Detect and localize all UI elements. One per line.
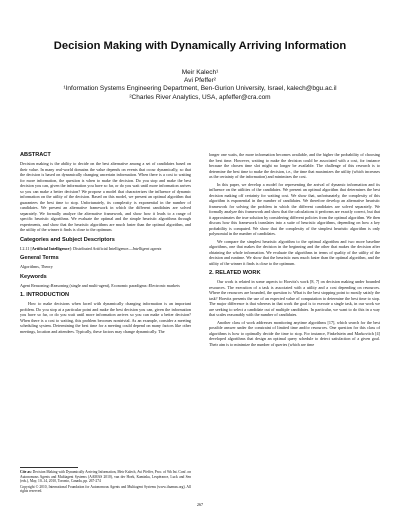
- contribution-text: In this paper, we develop a model for representing the arrival of dynamic information and its influence on the utilities of the candidates. We present an optimal algorithm that determines the best decision making off certainty for waiting cost. We show that, unfortunately, the complexity of this algorithm is exponential in the number of candidates. We therefore develop an alternative heuristic framework for solving the problem in which the different candidates are solved separately. We formally analyze this framework and show that the calculations it performs are exactly correct, but that it approximates the true solution by considering different policies from the optimal algorithm. We then discuss how this framework translates into a suite of heuristic algorithms, depending on how a key probability is computed. We show that the complexity of the simplest heuristic algorithm is only polynomial in the number of candidates.: [209, 181, 380, 236]
- keywords-text: Agent Reasoning::Reasoning (single and multi-agent), Economic paradigms::Electronic markets: [20, 282, 180, 288]
- affiliation-1: ¹Information Systems Engineering Department, Ben-Gurion University, Israel, kalech@bgu.ac.il: [63, 85, 337, 93]
- author-block: [20, 69, 380, 102]
- affiliation-2: ²Charles River Analytics, USA, apfeffer@cra.com: [129, 93, 271, 101]
- categories-text: [20, 246, 191, 252]
- page-number: 267: [196, 502, 204, 507]
- related-work-heading: 2. RELATED WORK: [209, 270, 261, 276]
- categories-bold: Artificial Intelligence: [31, 245, 70, 251]
- categories-italic: Intelligent agents: [132, 245, 162, 251]
- left-column: [20, 152, 191, 336]
- introduction-heading: 1. INTRODUCTION: [20, 292, 70, 298]
- copyright-text: Copyright © 2010, International Foundation for Autonomous Agents and Multiagent Systems (www.ifaamas.org). All rights reserved.: [20, 484, 191, 494]
- terms-text: Algorithms, Theory: [20, 264, 53, 269]
- intro-continued-text: longer one waits, the more information becomes available, and the higher the probability of choosing the best time. However, waiting to make the decision could be associated with a cost, for instance because the chosen time slot might no longer be available. The challenge of this research is to determine the best time to make the decision, i.e., the time that maximizes the utility (which increases as the certainty of the information) and minimizes the cost.: [209, 152, 380, 179]
- evaluation-text: We compare the simplest heuristic algorithm to the optimal algorithm and two more baseline algorithms, one that makes the decision in the beginning and the other that makes the decision after obtaining the whole information. We evaluate the algorithms in terms of quality of the utility of the decision and runtime. We show that the heuristic runs much faster than the optimal algorithm, and the utility of the winner it finds is close to the optimum.: [209, 238, 380, 266]
- keywords-heading: Keywords: [20, 273, 47, 280]
- cite-body: Decision Making with Dynamically Arriving Information, Meir Kalech, Avi Pfeffer, Proc. of 9th Int. Conf. on Autonomous Agents and Multiagent Systems (AAMAS 2010), van der Hoek, Kaminka, Lespérance, Luck and Sen (eds.), May, 10–14, 2010, Toronto, Canada, pp. 267-274: [20, 470, 191, 484]
- author-name-2: Avi Pfeffer²: [184, 77, 216, 85]
- author-name-1: Meir Kalech¹: [181, 69, 219, 76]
- paper-title: Decision Making with Dynamically Arriving Information: [53, 40, 347, 52]
- cite-label: Cite as:: [20, 470, 32, 474]
- categories-heading: Categories and Subject Descriptors: [20, 236, 115, 243]
- citation-footnote: [20, 470, 191, 494]
- right-column: [209, 152, 380, 349]
- abstract-text: Decision making is the ability to decide on the best alternative among a set of candidates based on their value. In many real-world domains the value depends on events that occur dynamically, so that the decision is based on dynamically changing uncertain information. When there is a cost to waiting for more information, the question is when to make the decision. Do you stop and make the best decision you can, given the information you have so far, or do you wait until more information arrives so you can make a better decision? We propose a model that characterizes the influence of dynamic information on the utility of the decision. Based on this model, we present an optimal algorithm that guarantees the best time to stop. Unfortunately, its complexity is exponential in the number of candidates. We present an alternative framework in which the different candidates are solved separately. We formally analyze the alternative framework, and show how it leads to a range of specific heuristic algorithms. We evaluate the optimal and the simple heuristic algorithms through experiments, and show that the heuristic algorithms are much faster than the optimal algorithm, and the utility of the winner it finds is close to the optimum.: [20, 161, 191, 232]
- introduction-text: How to make decisions when faced with dynamically changing information is an important problem. Do you stop at a particular point and make the best decision you can, given the information you have so far, or do you wait until more information arrives so you can make a better decision? When there is a cost to waiting, this problem becomes nontrivial. As an example, consider a meeting scheduling system. Determining the best time for a meeting could depend on many factors like other meetings, location and attendees. Typically, these factors may change dynamically. The: [20, 301, 191, 334]
- footnote-rule: [20, 467, 78, 468]
- categories-code: I.2.11 [: [20, 245, 32, 251]
- abstract-heading: ABSTRACT: [20, 152, 51, 158]
- related-work-text-2: Another class of work addresses monitoring anytime algorithms [17], which search for the best possible answer under the constraint of limited time and/or resources. One question for this class of algorithms is how to optimally decide the time to stop. For instance, Finkelstein and Markovitch [4] developed algorithms that design an optimal query schedule to detect satisfaction of a given goal. Their aim is to minimize the number of queries (which are time: [209, 319, 380, 347]
- categories-rest: ]: Distributed Artificial Intelligence—: [69, 245, 133, 251]
- related-work-text-1: Our work is related in some aspects to Horvitz's work [8, 7] on decision making under bounded resources. The execution of a task is associated with a utility and a cost depending on resources. Where the resources are bounded, the question is: What is the best stopping point to mostly satisfy the task? Horvitz presents the use of an expected value of computation to determine the best time to stop. The major difference is that whereas in that work the goal is to execute a single task, in our work we are seeking to select a candidate out of multiple candidates. In particular, we want to do this in a way that scales reasonably with the number of candidates.: [209, 279, 380, 317]
- citation-text: [20, 470, 191, 484]
- terms-heading: General Terms: [20, 255, 59, 261]
